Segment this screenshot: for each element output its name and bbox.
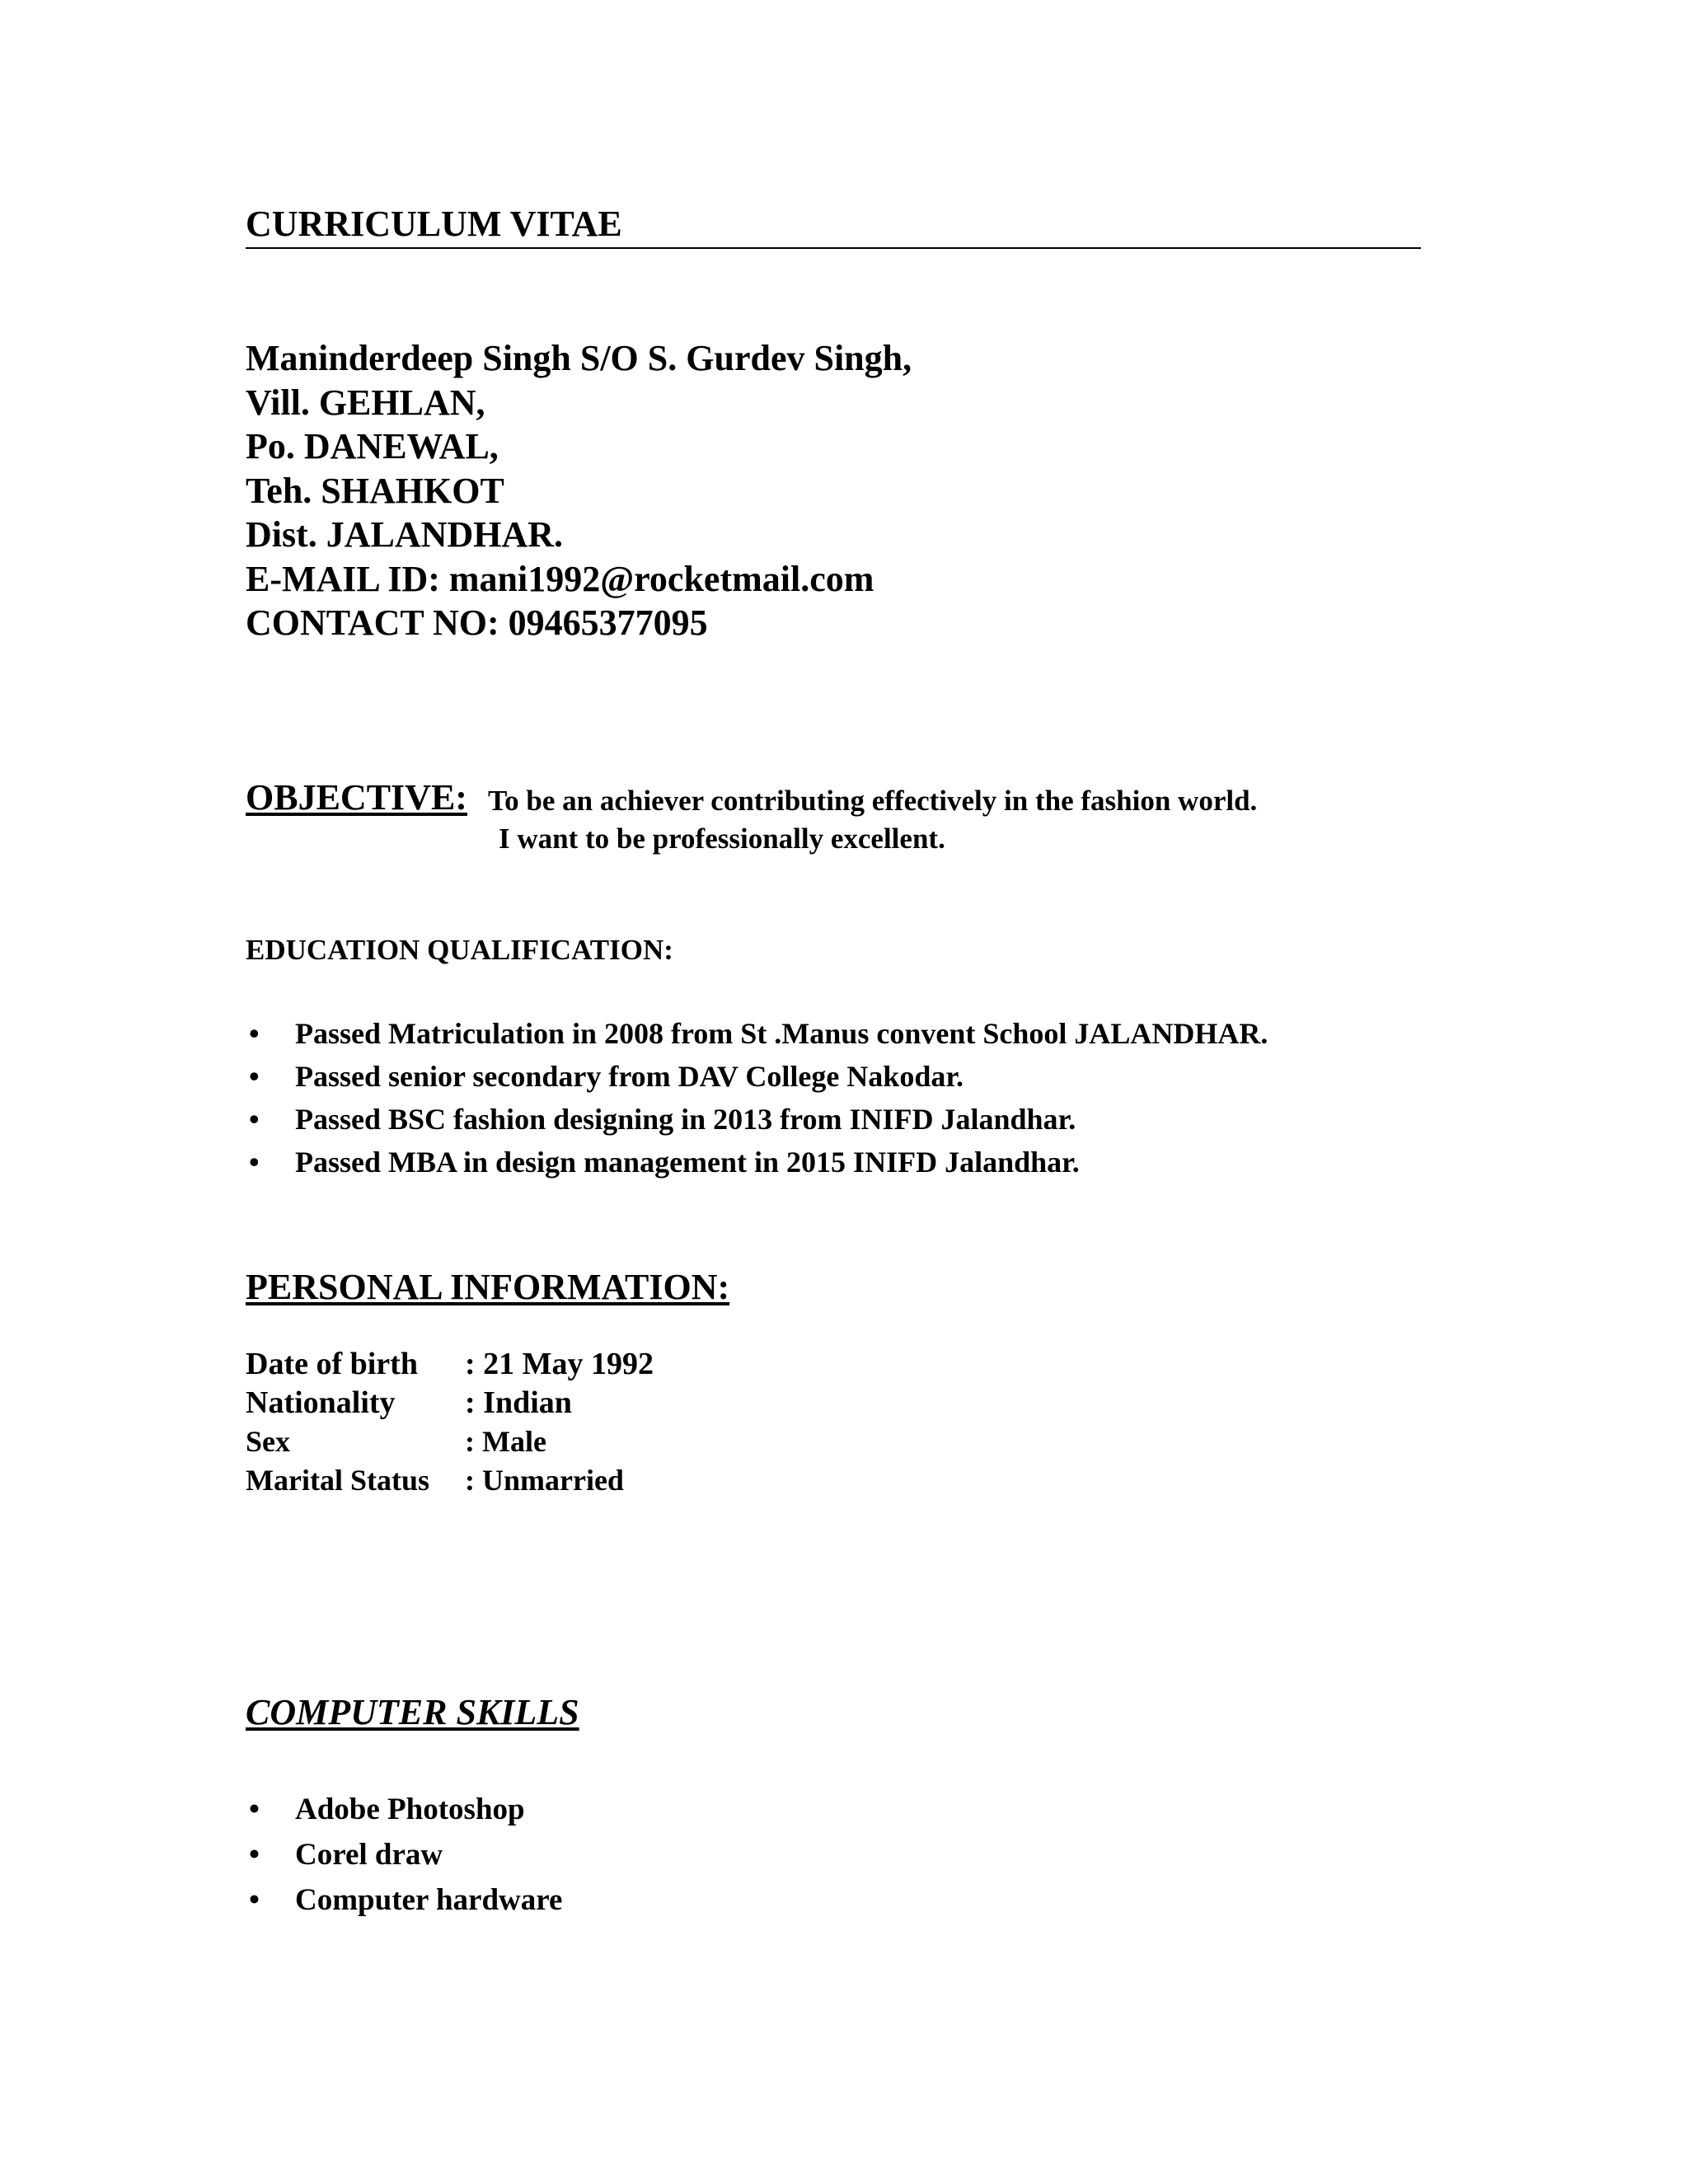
document-title: CURRICULUM VITAE [246, 204, 622, 244]
bullet-icon: • [249, 1017, 260, 1050]
personal-information-table [246, 1345, 654, 1500]
personal-row-nationality [246, 1384, 654, 1422]
skill-item-photoshop [246, 1787, 562, 1832]
personal-value: : Indian [465, 1385, 572, 1420]
address-village-line: Vill. GEHLAN, [246, 382, 485, 423]
objective-heading: OBJECTIVE: [246, 777, 467, 818]
personal-value: : Male [465, 1425, 546, 1458]
personal-label: Sex [246, 1425, 290, 1458]
education-item-senior-secondary [246, 1055, 1268, 1098]
personal-label: Marital Status [246, 1464, 429, 1497]
address-district-line: Dist. JALANDHAR. [246, 514, 563, 555]
education-item-mba [246, 1141, 1268, 1183]
education-item-matriculation [246, 1012, 1268, 1055]
personal-row-marital-status [246, 1461, 654, 1500]
personal-value: : Unmarried [465, 1464, 624, 1497]
education-item-text: Passed Matriculation in 2008 from St .Manus convent School JALANDHAR. [295, 1017, 1268, 1050]
address-block [246, 336, 912, 645]
bullet-icon: • [249, 1838, 260, 1872]
bullet-icon: • [249, 1146, 260, 1179]
skill-item-text: Corel draw [295, 1838, 443, 1872]
email-line: E-MAIL ID: mani1992@rocketmail.com [246, 558, 874, 599]
address-post-office-line: Po. DANEWAL, [246, 426, 499, 466]
education-item-bsc [246, 1098, 1268, 1141]
personal-information-heading: PERSONAL INFORMATION: [246, 1267, 730, 1307]
skill-item-corel-draw [246, 1832, 562, 1877]
address-tehsil-line: Teh. SHAHKOT [246, 470, 504, 511]
skill-item-text: Computer hardware [295, 1883, 563, 1917]
personal-row-sex [246, 1422, 654, 1461]
personal-label: Date of birth [246, 1347, 418, 1381]
education-item-text: Passed BSC fashion designing in 2013 from INIFD Jalandhar. [295, 1103, 1076, 1136]
computer-skills-list [246, 1787, 562, 1923]
education-heading: EDUCATION QUALIFICATION: [246, 934, 673, 966]
title-underline-rule [246, 247, 1421, 249]
personal-row-date-of-birth [246, 1345, 654, 1384]
education-item-text: Passed senior secondary from DAV College Nakodar. [295, 1060, 964, 1093]
education-list [246, 1012, 1268, 1183]
objective-text-line-1: To be an achiever contributing effectively in the fashion world. [488, 785, 1258, 817]
bullet-icon: • [249, 1793, 260, 1826]
personal-value: : 21 May 1992 [465, 1347, 654, 1381]
address-name-line: Maninderdeep Singh S/O S. Gurdev Singh, [246, 338, 912, 378]
bullet-icon: • [249, 1060, 260, 1093]
computer-skills-heading: COMPUTER SKILLS [246, 1692, 579, 1732]
objective-text-line-2: I want to be professionally excellent. [499, 823, 945, 855]
skill-item-text: Adobe Photoshop [295, 1793, 525, 1826]
education-item-text: Passed MBA in design management in 2015 INIFD Jalandhar. [295, 1146, 1080, 1179]
bullet-icon: • [249, 1103, 260, 1136]
contact-number-line: CONTACT NO: 09465377095 [246, 602, 708, 643]
bullet-icon: • [249, 1883, 260, 1917]
personal-label: Nationality [246, 1385, 396, 1420]
skill-item-computer-hardware [246, 1877, 562, 1923]
